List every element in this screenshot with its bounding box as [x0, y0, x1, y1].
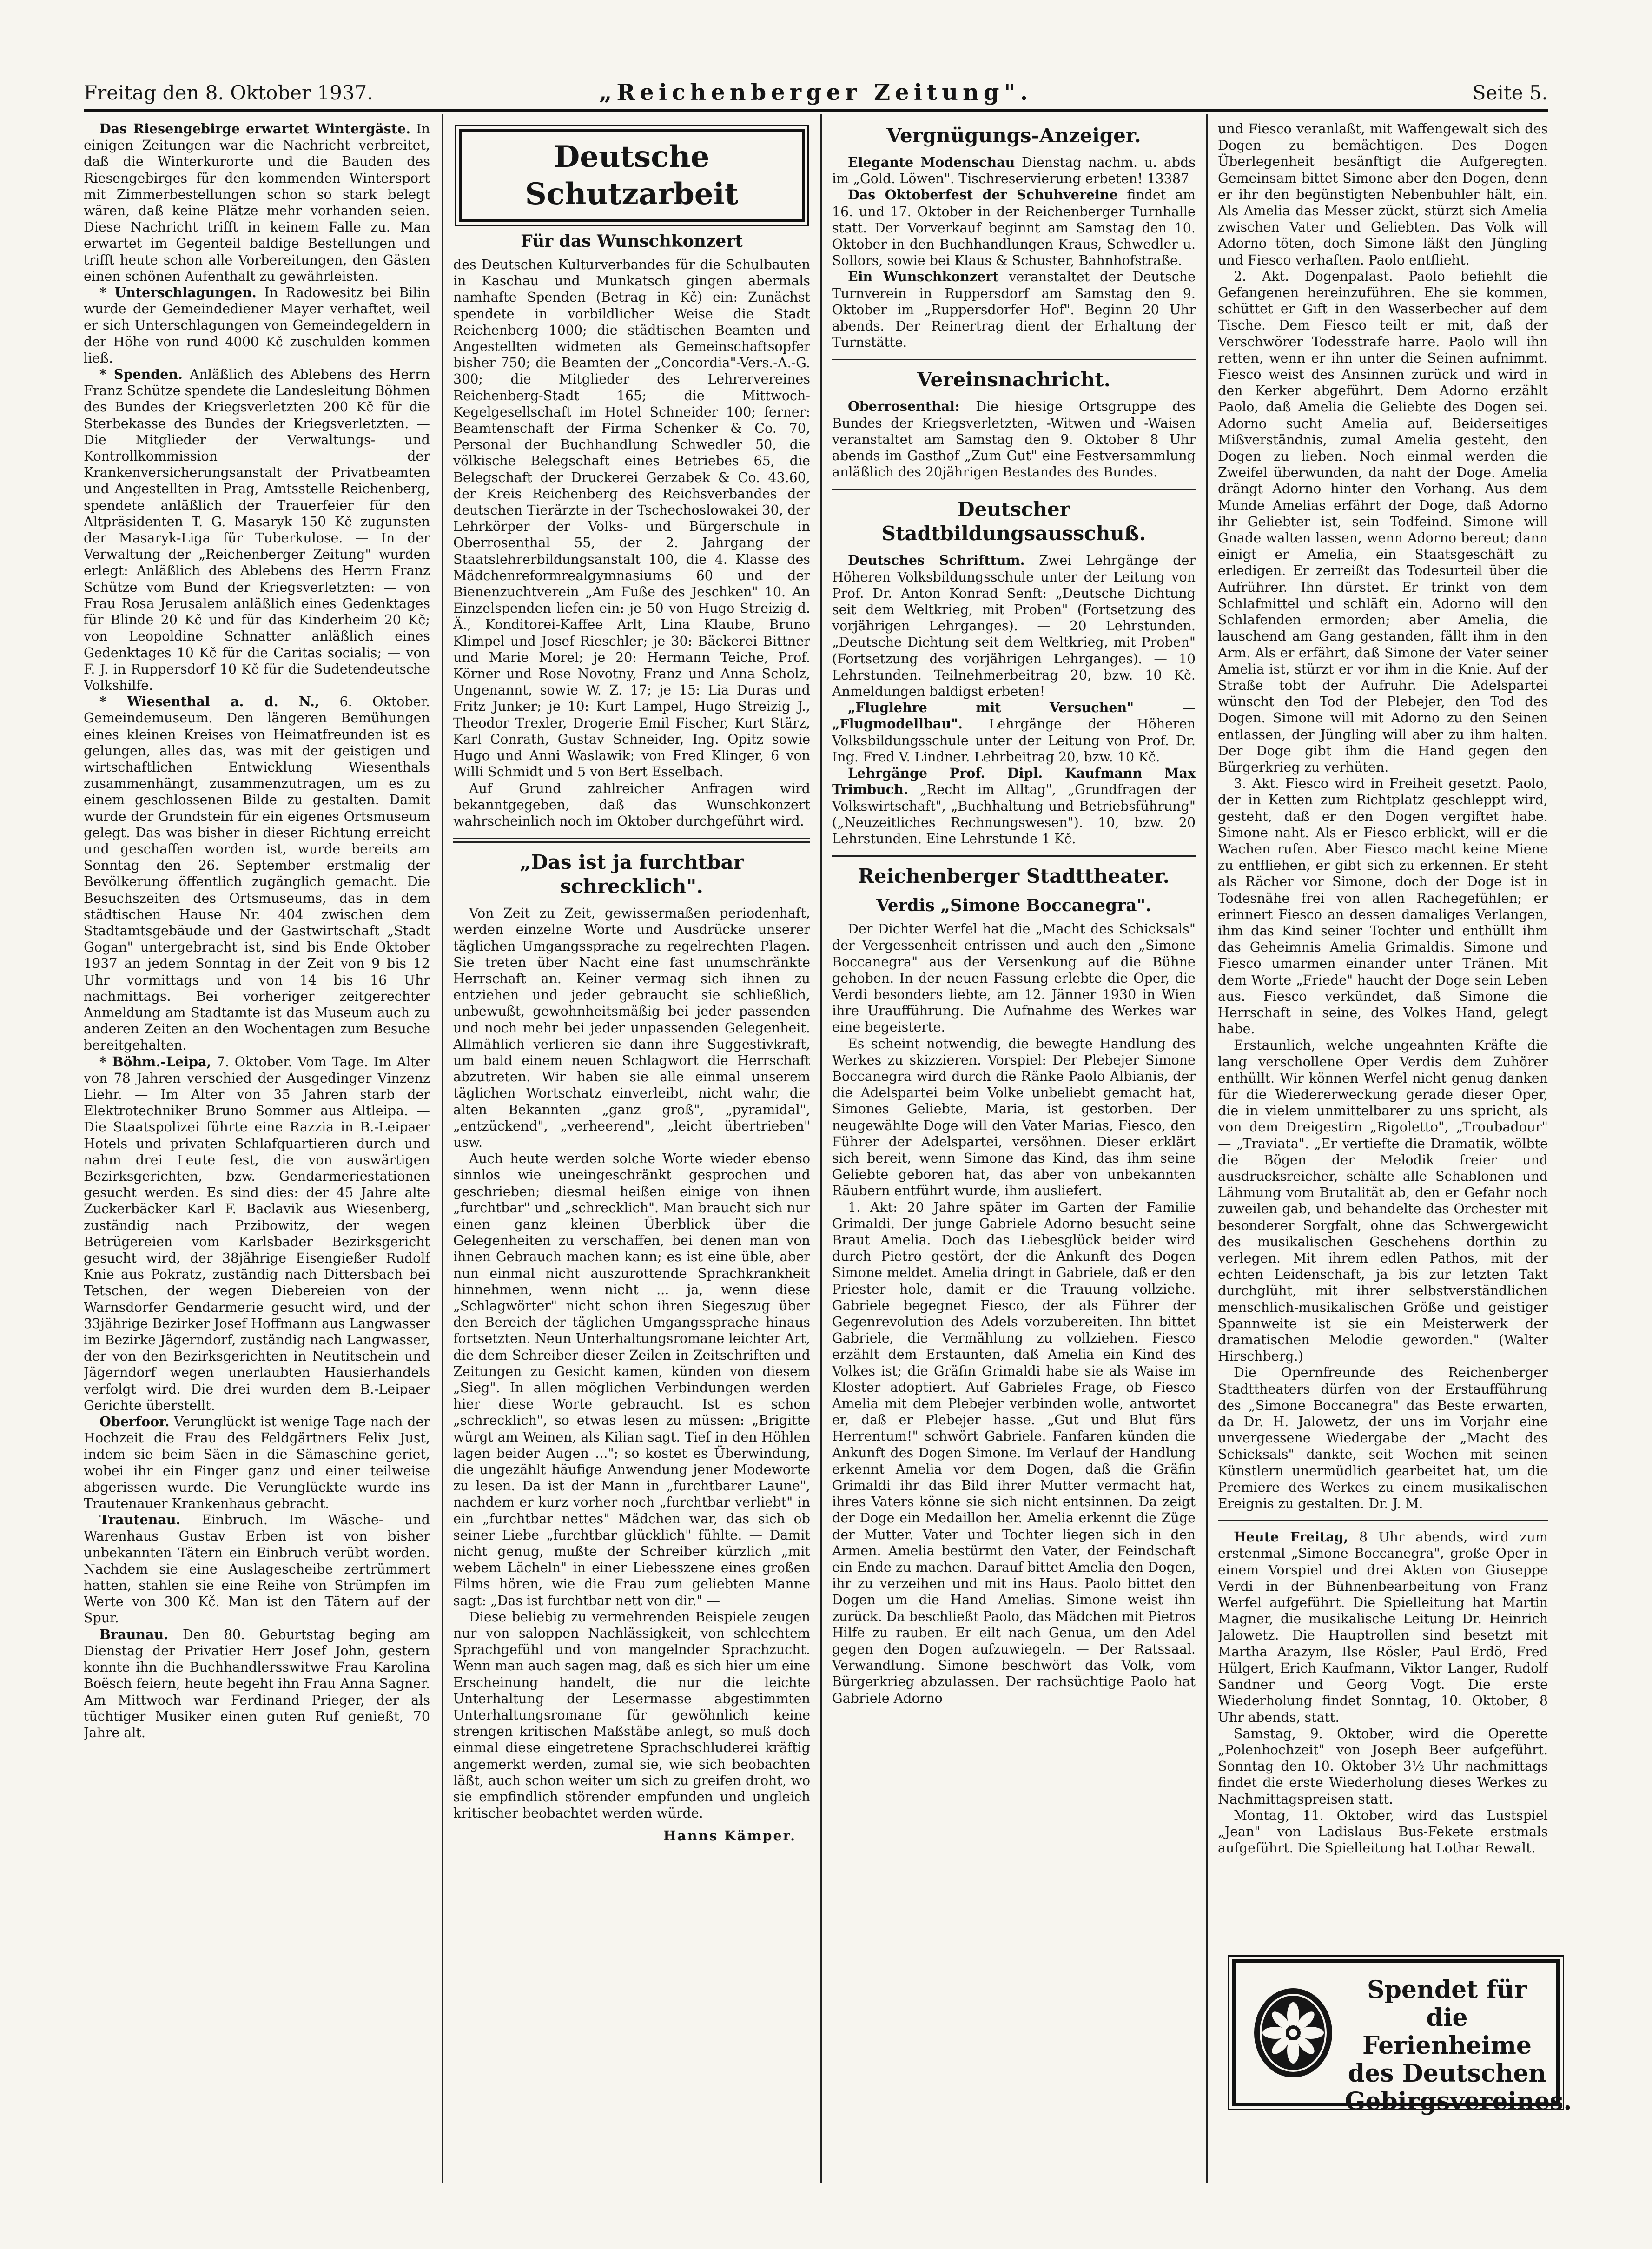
ad-text: Spendet für die Ferienheime des Deutschen Gebirgsvereines. [1345, 1976, 1572, 2116]
article-paragraph: Braunau. Den 80. Geburtstag beging am Dienstag der Privatier Herr Josef John, gestern konnte ihn die Buchhandlersswitwe Frau Karolina Boësch feiern, heute begeht ihn Frau Anna Sagner. Am Mittwoch war Ferdinand Prieger, der als tüchtiger Musiker einen guten Ruf genießt, 70 Jahre alt. [84, 1626, 430, 1740]
announcement: Lehrgänge Prof. Dipl. Kaufmann Max Trimbuch. „Recht im Alltag", „Grundfragen der Volkswirtschaft", „Buchhaltung und Betriebsführung" („Neuzeitliches Rechnungswesen"). 10, bzw. 20 Lehrstunden. Eine Lehrstunde 1 Kč. [832, 765, 1196, 847]
section-divider [1218, 1520, 1548, 1521]
author-signature: Hanns Kämper. [663, 1828, 796, 1844]
announcement: Das Oktoberfest der Schuhvereine findet am 16. und 17. Oktober in der Reichenberger Turnhalle statt. Der Vorverkauf beginnt am Samstag den 10. Oktober in den Buchhandlungen Kraus, Schwedler u. Sollors, sowie bei Klaus & Schuster, Bahnhofstraße. [832, 187, 1196, 269]
article-paragraph: Das Riesengebirge erwartet Wintergäste. In einigen Zeitungen war die Nachricht verbreitet, daß die Winterkurorte und die Bauden des Riesengebirges für den kommenden Wintersport mit Zimmerbestellungen schon so stark belegt wären, daß keine Plätze mehr vorhanden seien. Diese Nachricht trifft in keinem Falle zu. Man erwartet im Gegenteil baldige Bestellungen und trifft heute schon alle Vorbereitungen, den Gästen einen schönen Aufenthalt zu gewährleisten. [84, 121, 430, 284]
section-divider [832, 359, 1196, 360]
column-schutzarbeit [453, 121, 810, 2185]
subsection-title: Verdis „Simone Boccanegra". [876, 896, 1151, 916]
column-rule-3 [1206, 114, 1208, 2183]
section-divider [832, 855, 1196, 857]
running-header [84, 77, 1548, 109]
review-paragraph: Erstaunlich, welche ungeahnten Kräfte die lang verschollene Oper Verdis dem Zuhörer enthüllt. Wir können Werfel nicht genug danken für die Wiedererweckung gerade dieser Oper, die in vielem unmittelbarer zu uns spricht, als von dem Dreigestirn „Rigoletto", „Troubadour" — „Traviata". „Er vertiefte die Dramatik, wölbte die Bögen der Melodik freier und ausdrucksreicher, schälte alle Schablonen und Lähmung vom Brutalität ab, den er Gefahr noch zuweilen gab, und behandelte das Orchester mit besonderer Sorgfalt, ohne das Schwergewicht des musikalischen Geschehens dorthin zu verlegen. Mit ihrem edlen Pathos, mit der echten Leidenschaft, ja bis zur letzten Takt durchglüht, mit ihrer selbstverständlichen menschlich-musikalischen Größe und geistiger Spannweite ist sie ein Meisterwerk der dramatischen Melodie geworden." (Walter Hirschberg.) [1218, 1038, 1548, 1364]
header-date: Freitag den 8. Oktober 1937. [84, 81, 373, 104]
column-rule-1 [442, 114, 443, 2183]
header-masthead: „Reichenberger Zeitung". [599, 79, 1033, 106]
review-paragraph: und Fiesco veranlaßt, mit Waffengewalt sich des Dogen zu bemächtigen. Des Dogen Überlegenheit besänftigt die Aufgeregten. Gemeinsam bittet Simone aber den Dogen, denn er ihr den begünstigten Nebenbuhler hält, ein. Als Amelia das Messer zückt, stürzt sich Amelia zwischen Vater und Geliebten. Das Volk will Adorno töten, doch Simone läßt den Jüngling und Fiesco verhaften. Paolo entflieht. [1218, 121, 1548, 268]
edelweiss-emblem-icon [1251, 1986, 1335, 2079]
announcement: Deutsches Schrifttum. Zwei Lehrgänge der Höheren Volksbildungsschule unter der Leitung von Prof. Dr. Anton Konrad Senft: „Deutsche Dichtung seit dem Weltkrieg, mit Proben" (Fortsetzung des vorjährigen Lehrganges). — 20 Lehrstunden. „Deutsche Dichtung seit dem Weltkrieg, mit Proben" (Fortsetzung des vorjährigen Lehrganges). — 10 Lehrstunden. Teilnehmerbeitrag 20, bzw. 10 Kč. Anmeldungen baldigst erbeten! [832, 552, 1196, 700]
ad-box [1232, 1959, 1572, 2116]
column-announcements [832, 121, 1196, 2185]
header-page-number: Seite 5. [1472, 81, 1548, 104]
section-heading: Deutscher Stadtbildungsausschuß. [881, 498, 1146, 545]
article-paragraph: des Deutschen Kulturverbandes für die Schulbauten in Kaschau und Munkatsch gingen abermals namhafte Spenden (Betrag in Kč) ein: Zunächst spendete in vorbildlicher Weise die Stadt Reichenberg 1000; die städtischen Beamten und Angestellten widmeten als Gemeinschaftsopfer bisher 750; die Beamten der „Concordia"-Vers.-A.-G. 300; die Mitglieder des Lehrervereines Reichenberg-Stadt 165; die Mittwoch-Kegelgesellschaft im Hotel Schneider 100; ferner: Beamtenschaft der Firma Schenker & Co. 70, Personal der Buchhandlung Schwedler 50, die völkische Belegschaft eines Betriebes 65, die Belegschaft der Druckerei Gerzabek & Co. 43.60, der Kreis Reichenberg des Reichsverbandes der deutschen Tierärzte in der Tschechoslowakei 30, der Lehrkörper der Volks- und Bürgerschule in Oberrosenthal 55, der 2. Jahrgang der Staatslehrerbildungsanstalt 100, die 4. Klasse des Mädchenreformrealgymnasiums 60 und der Bienenzuchtverein „Am Fuße des Jeschken" 10. An Einzelspenden liefen ein: je 50 von Hugo Streizig d. Ä., Konditorei-Kaffee Arlt, Lina Klaube, Bruno Klimpel und Josef Rieschler; je 30: Bäckerei Bittner und Marie Morel; je 20: Hermann Teiche, Prof. Körner und Rose Novotny, Franz und Anna Scholz, Ungenannt, sowie W. Z. 17; je 15: Lia Duras und Fritz Junker; je 10: Kurt Lampel, Hugo Streizig J., Theodor Trexler, Drogerie Emil Fischer, Kurt Stärz, Karl Conrath, Gustav Schneider, Ing. Opitz sowie Hugo und Anni Waslawik; von Fred Klinger, 6 von Willi Schmidt und 5 von Bert Esselbach. [453, 257, 810, 780]
section-heading: Vergnügungs-Anzeiger. [886, 124, 1141, 147]
program-paragraph: Heute Freitag, 8 Uhr abends, wird zum erstenmal „Simone Boccanegra", große Oper in einem Vorspiel und drei Akten von Giuseppe Verdi in der Bühnenbearbeitung von Franz Werfel aufgeführt. Die Spielleitung hat Martin Magner, die musikalische Leitung Dr. Heinrich Jalowetz. Die Hauptrollen sind besetzt mit Martha Arazym, Ilse Rösler, Paul Erdö, Fred Hülgert, Erich Kaufmann, Viktor Langer, Rudolf Sandner und Georg Vogt. Die erste Wiederholung findet Sonntag, 10. Oktober, 8 Uhr abends, statt. [1218, 1529, 1548, 1725]
article-paragraph: * Böhm.-Leipa, 7. Oktober. Vom Tage. Im Alter von 78 Jahren verschied der Ausgedinger Vinzenz Liehr. — Im Alter von 35 Jahren starb der Elektrotechniker Bruno Sommer aus Altleipa. — Die Staatspolizei führte eine Razzia in B.-Leipaer Hotels und privaten Schlafquartieren durch und nahm drei Leute fest, die von auswärtigen Bezirksgerichten, bzw. Gendarmeriestationen gesucht werden. Es sind dies: der 45 Jahre alte Zuckerbäcker Karl F. Baclavik aus Wiesenberg, zuständig nach Przibowitz, der wegen Betrügereien vom Karlsbader Bezirksgericht gesucht wird, der 38jährige Eisengießer Rudolf Knie aus Pokratz, zuständig nach Dittersbach bei Tetschen, der wegen Diebereien von der Warnsdorfer Gendarmerie gesucht wird, und der 33jährige Bezirker Josef Hoffmann aus Langwasser im Bezirke Jägerndorf, zuständig nach Langwasser, der von den Bezirksgerichten in Neutitschein und Jägerndorf wegen unerlaubten Hausierhandels verfolgt wird. Die drei wurden dem B.-Leipaer Gerichte überstellt. [84, 1053, 430, 1413]
essay-paragraph: Auch heute werden solche Worte wieder ebenso sinnlos wie uneingeschränkt gesprochen und geschrieben; diesmal heißen einige von ihnen „furchtbar" und „schrecklich". Man braucht sich nur einen ganz kleinen Überblick über die Gelegenheiten zu verschaffen, bei denen man von ihnen Gebrauch machen kann; es ist eine üble, aber nun einmal nicht auszurottende Sprachkrankheit hinnehmen, wenn nicht ... ja, wenn diese „Schlagwörter" nicht schon ihren Siegeszug über den Bereich der täglichen Umgangssprache hinaus fortsetzten. Neun Unterhaltungsromane leichter Art, die dem Schreiber dieser Zeilen in Zeitschriften und Zeitungen zu Gesicht kamen, künden von diesem „Sieg". In allen möglichen Verbindungen werden hier diese Worte gebraucht. Ist es schon „schrecklich", so etwas lesen zu müssen: „Brigitte würgt am Weinen, als Kilian sagt. Tief in den Höhlen lagen beider Augen ..."; so kostet es Überwindung, die ungezählt häufige Anwendung jener Modeworte zu lesen. Da ist der Mann in „furchtbarer Laune", nachdem er kurz vorher noch „furchtbar verliebt" in ein „furchtbar nettes" Mädchen war, das sich ob seiner Liebe „furchtbar glücklich" fühlte. — Damit nicht genug, mußte der Schreiber kürzlich „mit webem Lächeln" in einer Liebesszene eines großen Films hören, wie die Frau zum geliebten Manne sagt: „Das ist furchtbar nett von dir." — [453, 1151, 810, 1608]
article-paragraph: * Spenden. Anläßlich des Ablebens des Herrn Franz Schütze spendete die Landesleitung Böhmen des Bundes der Kriegsverletzten 200 Kč für die Sterbekasse des Bundes der Kriegsverletzten. — Die Mitglieder der Verwaltungs- und Kontrollkommission der Krankenversicherungsanstalt der Privatbeamten und Angestellten in Prag, Amtsstelle Reichenberg, spendete anläßlich der Trauerfeier für den Altpräsidenten T. G. Masaryk 150 Kč zugunsten der Masaryk-Liga für Tuberkulose. — In der Verwaltung der „Reichenberger Zeitung" wurden erlegt: Anläßlich des Ablebens des Herrn Franz Schütze vom Bund der Kriegsverletzten: — von Frau Rosa Jerusalem anläßlich eines Gedenktages für Blinde 20 Kč und für das Kinderheim 20 Kč; von Leopoldine Schnatter anläßlich eines Gedenktages 10 Kč für die Caritas socialis; — von F. J. in Ruppersdorf 10 Kč für die Sudetendeutsche Volkshilfe. [84, 366, 430, 693]
section-title-box: Deutsche Schutzarbeit [459, 129, 805, 222]
announcement: Ein Wunschkonzert veranstaltet der Deutsche Turnverein in Ruppersdorf am Samstag den 9. Oktober im „Ruppersdorfer Hof". Beginn 20 Uhr abends. Der Reinertrag dient der Erhaltung der Turnstätte. [832, 269, 1196, 351]
essay-paragraph: Diese beliebig zu vermehrenden Beispiele zeugen nur von saloppen Nachlässigkeit, von schlechtem Sprachgefühl und von mangelnder Sprachzucht. Wenn man auch sagen mag, daß es sich hier um eine Erscheinung handelt, die nur die leichte Unterhaltung der Lesermasse abgestimmten Unterhaltungsromane für gewöhnlich keine strengen kritischen Maßstäbe anlegt, so muß doch einmal diese eingetretene Sprachschluderei kräftig angemerkt werden, zumal sie, wie sich beobachten läßt, auch schon weiter um sich zu greifen droht, wo sie empfindlich störender empfunden und ungleich kritischer beobachtet werden würde. [453, 1609, 810, 1821]
section-heading: Vereinsnachricht. [917, 368, 1111, 391]
program-paragraph: Samstag, 9. Oktober, wird die Operette „Polenhochzeit" von Joseph Beer aufgeführt. Sonntag den 10. Oktober 3½ Uhr nachmittags findet die erste Wiederholung dieses Werkes zu Nachmittagspreisen statt. [1218, 1726, 1548, 1807]
announcement: Oberrosenthal: Die hiesige Ortsgruppe des Bundes der Kriegsverletzten, -Witwen und -Waisen veranstaltet am Samstag den 9. Oktober 8 Uhr abends im Gasthof „Zum Gut" eine Festversammlung anläßlich des 20jährigen Bestandes des Bundes. [832, 398, 1196, 480]
column-rule-2 [820, 114, 822, 2183]
section-divider [832, 489, 1196, 490]
review-paragraph: Die Opernfreunde des Reichenberger Stadttheaters dürfen von der Erstaufführung des „Simone Boccanegra" das Beste erwarten, da Dr. H. Jalowetz, der uns im Vorjahr eine unvergessene Wiedergabe der „Macht des Schicksals" dankte, seit Wochen mit seinen Künstlern unermüdlich gearbeitet hat, um die Premiere des Werkes zu einem musikalischen Ereignis zu gestalten. Dr. J. M. [1218, 1365, 1548, 1512]
section-heading: Reichenberger Stadttheater. [858, 865, 1170, 888]
essay-paragraph: Von Zeit zu Zeit, gewissermaßen periodenhaft, werden einzelne Worte und Ausdrücke unserer täglichen Umgangssprache zu regelrechten Plagen. Sie treten über Nacht eine fast unumschränkte Herrschaft an. Keiner vermag sich ihnen zu entziehen und jeder gebraucht sie schließlich, unbewußt, gewohnheitsmäßig bei jeder passenden und noch mehr bei jeder unpassenden Gelegenheit. Allmählich verlieren sie dann ihre Suggestivkraft, um bald einem neuen Schlagwort die Herrschaft abzutreten. Wir haben sie alle einmal unserem täglichen Wortschatz einverleibt, nicht wahr, die alten Bekannten „ganz groß", „pyramidal", „entzückend", „verheerend", „leicht übertrieben" usw. [453, 906, 810, 1150]
review-paragraph: Der Dichter Werfel hat die „Macht des Schicksals" der Vergessenheit entrissen und auch den „Simone Boccanegra" aus der Versenkung auf die Bühne gehoben. In der neuen Fassung erlebte die Oper, die Verdi besonders liebte, am 12. Jänner 1930 in Wien ihre Uraufführung. Die Aufnahme des Werkes war eine begeisterte. [832, 921, 1196, 1035]
program-paragraph: Montag, 11. Oktober, wird das Lustspiel „Jean" von Ladislaus Bus-Fekete erstmals aufgeführt. Die Spielleitung hat Lothar Rewalt. [1218, 1807, 1548, 1856]
article-paragraph: Auf Grund zahlreicher Anfragen wird bekanntgegeben, daß das Wunschkonzert wahrscheinlich noch im Oktober durchgeführt wird. [453, 781, 810, 829]
announcement: Elegante Modenschau Dienstag nachm. u. abds im „Gold. Löwen". Tischreservierung erbeten! 13387 [832, 154, 1196, 187]
subsection-title: Für das Wunschkonzert [521, 232, 743, 251]
article-paragraph: * Wiesenthal a. d. N., 6. Oktober. Gemeindemuseum. Den längeren Bemühungen eines kleinen Kreises von Heimatfreunden ist es gelungen, alles das, was mit der geistigen und wirtschaftlichen Entwicklung Wiesenthals zusammenhängt, zusammenzutragen, um es zu einem geschlossenen Bilde zu gestalten. Damit wurde der Grundstein für ein eigenes Ortsmuseum gelegt. Das was bisher in dieser Richtung erreicht und geschaffen worden ist, wurde bereits am Sonntag den 26. September erstmalig der Bevölkerung öffentlich zugänglich gemacht. Die Besuchszeiten des Ortsmuseums, das in dem städtischen Hause Nr. 404 zwischen dem Stadtamtsgebäude und der Gastwirtschaft „Stadt Gogan" untergebracht ist, sind bis Ende Oktober 1937 an jedem Sonntag in der Zeit von 9 bis 12 Uhr vormittags und von 14 bis 16 Uhr nachmittags. Bei vorheriger zeitgerechter Anmeldung am Stadtamte ist das Museum auch zu anderen Zeiten an den Wochentagen zum Besuche bereitgehalten. [84, 694, 430, 1053]
article-paragraph: Trautenau. Einbruch. Im Wäsche- und Warenhaus Gustav Erben ist von bisher unbekannten Tätern ein Einbruch verübt worden. Nachdem sie eine Auslagescheibe zertrümmert hatten, stahlen sie eine Reihe von Strümpfen im Werte von 300 Kč. Man ist den Tätern auf der Spur. [84, 1512, 430, 1626]
review-paragraph: 1. Akt: 20 Jahre später im Garten der Familie Grimaldi. Der junge Gabriele Adorno besucht seine Braut Amelia. Doch das Liebesglück beider wird durch Pietro gestört, der die Ankunft des Dogen Simone meldet. Amelia dringt in Gabriele, daß er den Priester hole, damit er die Trauung vollziehe. Gabriele begegnet Fiesco, der als Führer der Gegenrevolution des Adels vorzubereiten. Ihn bittet Gabriele, die Vermählung zu vollziehen. Fiesco erzählt dem Erstaunten, daß Amelia ein Kind des Volkes ist; die Gräfin Grimaldi habe sie als Waise im Kloster adoptiert. Auf Gabrieles Frage, ob Fiesco Amelia mit dem Plebejer verbinden wolle, antwortet er, daß er Plebejer hasse. „Gut und Blut fürs Herrentum!" schwört Gabriele. Fanfaren künden die Ankunft des Dogen Simone. Im Verlauf der Handlung erkennt Amelia vor dem Dogen, daß die Gräfin Grimaldi ihr das Bild ihrer Mutter vermacht hat, ihres Vaters könne sie sich nicht entsinnen. Da zeigt der Doge ein Medaillon her. Amelia erkennt die Züge der Mutter. Vater und Tochter liegen sich in den Armen. Amelia bestürmt den Vater, der Feindschaft ein Ende zu machen. Darauf bittet Amelia den Dogen, ihr zu verzeihen und mit ins Haus. Paolo bittet den Dogen um die Hand Amelias. Simone weist ihn zurück. Da beschließt Paolo, das Mädchen mit Pietros Hilfe zu rauben. Er eilt nach Genua, um den Adel gegen den Dogen aufzuwiegeln. — Der Ratssaal. Verwandlung. Simone beschwört das Volk, vom Bürgerkrieg abzulassen. Der rachsüchtige Paolo hat Gabriele Adorno [832, 1199, 1196, 1706]
review-paragraph: Es scheint notwendig, die bewegte Handlung des Werkes zu skizzieren. Vorspiel: Der Plebejer Simone Boccanegra wird durch die Ränke Paolo Albianis, der die Adelspartei beim Volke unbeliebt gemacht hat, Simones Geliebte, Maria, ist gestorben. Der neugewählte Doge will den Vater Marias, Fiesco, den Führer der Adelspartei, versöhnen. Dieser erklärt sich bereit, wenn Simone das Kind, das ihm seine Geliebte geboren hat, das aber von unbekannten Räubern entführt wurde, ihm ausliefert. [832, 1036, 1196, 1199]
section-divider [453, 838, 810, 843]
review-paragraph: 2. Akt. Dogenpalast. Paolo befiehlt die Gefangenen hereinzuführen. Ehe sie kommen, schüttet er Gift in den Wasserbecher auf dem Tische. Dem Fiesco teilt er mit, daß der Verschwörer Todesstrafe harre. Paolo will ihn retten, wenn er ihn unter die Seinen aufnimmt. Fiesco weist des Ansinnen zurück und wird in den Kerker abgeführt. Dem Adorno erzählt Paolo, daß Amelia die Geliebte des Dogen sei. Adorno sucht Amelia auf. Beiderseitiges Mißverständnis, zumal Amelia gesteht, den Dogen zu lieben. Noch einmal werden die Zweifel überwunden, da naht der Doge. Amelia drängt Adorno hinter den Vorhang. Aus dem Munde Amelias erfährt der Doge, daß Adorno ihr Geliebter ist, sein Todfeind. Simone will Gnade walten lassen, wenn Adorno bereut; dann einigt er Amelia, ein Staatsgeschäft zu erledigen. Er zerreißt das Todesurteil über die Aufrührer. Ihn dürstet. Er trinkt von dem Schlafmittel und schläft ein. Adorno will den Schlafenden ermorden; aber Amelia, die lauschend am Gang gestanden, fällt ihm in den Arm. Als er erfährt, daß Simone der Vater seiner Amelia ist, stürzt er vor ihm in die Knie. Auf der Straße tobt der Aufruhr. Die Adelspartei wünscht den Tod der Plebejer, den Tod des Dogen. Simone will mit Adorno zu den Seinen entlassen, der Jüngling will aber zu ihm halten. Der Doge gibt ihm die Hand gegen den Bürgerkrieg zu verhüten. [1218, 268, 1548, 775]
column-local-news [84, 121, 430, 2185]
essay-title: „Das ist ja furchtbar schrecklich". [520, 851, 744, 898]
review-paragraph: 3. Akt. Fiesco wird in Freiheit gesetzt. Paolo, der in Ketten zum Richtplatz geschleppt wird, gesteht, daß er den Dogen vergiftet habe. Simone naht. Als er Fiesco erblickt, will er die Wachen rufen. Aber Fiesco macht keine Miene zu entfliehen, er gibt sich zu erkennen. Er steht als Rächer vor Simone, doch der Doge ist in Todesnähe frei von allen Rachegefühlen; er erinnert Fiesco an dessen damaliges Verlangen, ihm das Kind seiner Tochter und enthüllt ihm das Geheimnis Amelia Grimaldis. Simone und Fiesco umarmen einander unter Tränen. Mit dem Worte „Friede" haucht der Doge sein Leben aus. Fiesco verkündet, daß Simone die Herrschaft in seine, des Volkes Hand, gelegt habe. [1218, 776, 1548, 1037]
announcement: „Fluglehre mit Versuchen" — „Flugmodellbau". Lehrgänge der Höheren Volksbildungsschule unter der Leitung von Prof. Dr. Ing. Fred V. Lindner. Lehrbeitrag 20, bzw. 10 Kč. [832, 700, 1196, 765]
header-rule [84, 109, 1548, 112]
article-paragraph: * Unterschlagungen. In Radowesitz bei Bilin wurde der Gemeindediener Mayer verhaftet, weil er sich Unterschlagungen von Gemeindegeldern in der Höhe von rund 4000 Kč zuschulden kommen ließ. [84, 284, 430, 366]
column-theater-review [1218, 121, 1548, 1950]
article-paragraph: Oberfoor. Verunglückt ist wenige Tage nach der Hochzeit die Frau des Feldgärtners Felix Just, indem sie beim Säen in die Sämaschine geriet, wobei ihr ein Finger ganz und einer teilweise abgerissen wurde. Die Verunglückte wurde ins Trautenauer Krankenhaus gebracht. [84, 1414, 430, 1512]
